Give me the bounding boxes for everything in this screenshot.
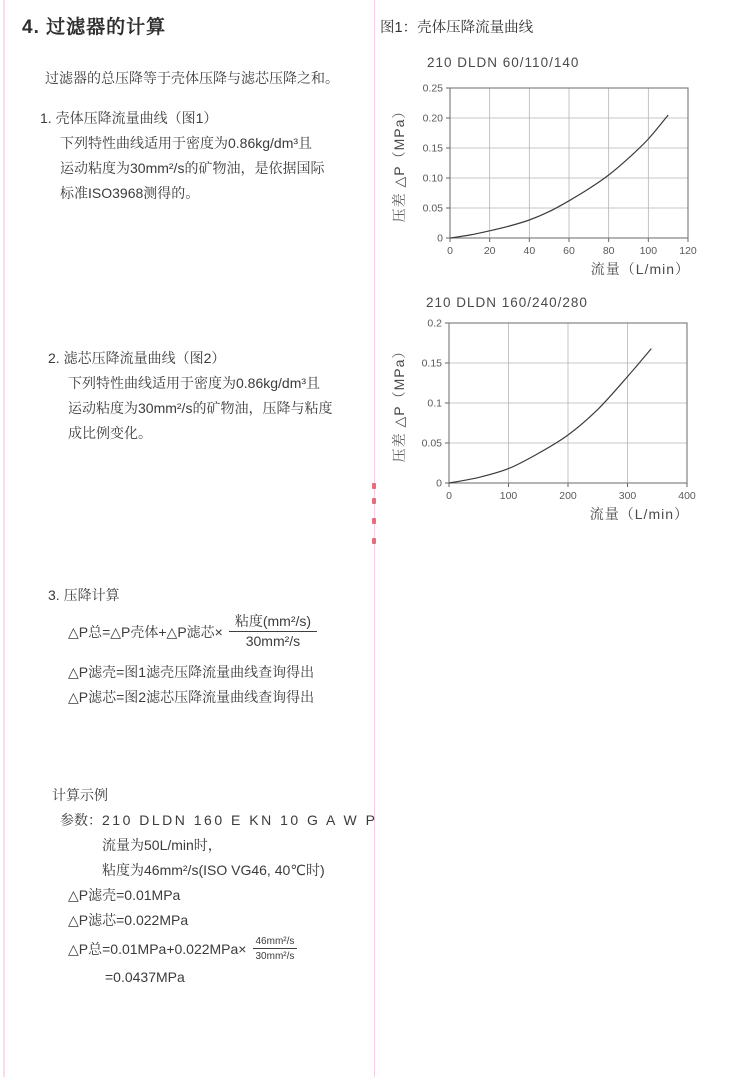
svg-text:20: 20 (483, 245, 496, 257)
svg-text:300: 300 (618, 490, 637, 502)
example-fraction-numerator: 46mm²/s (253, 935, 298, 949)
example-element-result: △P滤芯=0.022MPa (68, 912, 189, 928)
section2-line2: 运动粘度为30mm²/s的矿物油，压降与粘度 (68, 400, 333, 416)
section-shell-curve (40, 106, 324, 206)
formula-note-element: △P滤芯=图2滤芯压降流量曲线查询得出 (68, 689, 315, 705)
formula-lhs: △P总=△P壳体+△P滤芯× (68, 623, 223, 640)
fraction-denominator: 30mm²/s (245, 633, 301, 649)
param-value: 210 DLDN 160 E KN 10 G A W P (102, 812, 378, 828)
section2-heading: 2. 滤芯压降流量曲线（图2） (48, 350, 226, 366)
section1-line3: 标准ISO3968测得的。 (60, 185, 200, 201)
svg-text:400: 400 (678, 490, 696, 502)
example-viscosity-condition: 粘度为46mm²/s(ISO VG46, 40℃时) (102, 862, 325, 878)
fold-mark (372, 518, 376, 524)
svg-text:200: 200 (559, 490, 577, 502)
section1-line1: 下列特性曲线适用于密度为0.86kg/dm³且 (60, 135, 313, 151)
pressure-drop-formula (68, 613, 317, 650)
param-label: 参数： (60, 812, 102, 828)
example-shell-result: △P滤壳=0.01MPa (68, 887, 181, 903)
chart-shell-pressure-large-sizes (390, 290, 725, 540)
section3-heading: 3. 压降计算 (48, 587, 120, 603)
svg-text:0: 0 (447, 245, 453, 257)
svg-text:压差 △P（MPa）: 压差 △P（MPa） (391, 343, 407, 463)
svg-text:流量（L/min）: 流量（L/min） (590, 261, 690, 277)
svg-text:210 DLDN 60/110/140: 210 DLDN 60/110/140 (427, 55, 580, 70)
viscosity-fraction (229, 613, 317, 650)
fraction-numerator: 粘度(mm²/s) (229, 613, 317, 632)
svg-text:0.15: 0.15 (422, 142, 443, 155)
example-flow-condition: 流量为50L/min时， (102, 837, 222, 853)
section-element-curve (48, 346, 332, 446)
fold-mark (372, 538, 376, 544)
chart-shell-pressure-small-sizes (390, 50, 725, 285)
svg-text:0.10: 0.10 (422, 172, 443, 185)
svg-text:0: 0 (446, 490, 452, 502)
section1-line2: 运动粘度为30mm²/s的矿物油，是依据国际 (60, 160, 325, 176)
section-pressure-calculation (48, 583, 317, 710)
page-left-edge-line (3, 0, 5, 1077)
fold-mark (372, 483, 376, 489)
page-title: 4. 过滤器的计算 (22, 17, 167, 38)
svg-text:0.1: 0.1 (427, 397, 442, 410)
svg-text:0.25: 0.25 (422, 82, 443, 95)
svg-text:120: 120 (679, 245, 697, 257)
svg-text:40: 40 (523, 245, 536, 257)
calculation-example (52, 783, 377, 990)
section1-heading: 1. 壳体压降流量曲线（图1） (40, 110, 218, 126)
svg-text:0: 0 (436, 477, 442, 490)
svg-text:0.15: 0.15 (421, 357, 442, 370)
example-heading: 计算示例 (52, 787, 108, 803)
svg-text:100: 100 (499, 490, 518, 502)
example-total-result: =0.0437MPa (105, 969, 185, 985)
svg-text:0.2: 0.2 (427, 317, 442, 330)
example-fraction (253, 935, 298, 963)
intro-paragraph: 过滤器的总压降等于壳体压降与滤芯压降之和。 (45, 70, 339, 86)
formula-note-shell: △P滤壳=图1滤壳压降流量曲线查询得出 (68, 664, 315, 680)
example-fraction-denominator: 30mm²/s (255, 951, 295, 962)
svg-text:压差 △P（MPa）: 压差 △P（MPa） (391, 103, 407, 223)
figure1-label: 图1：壳体压降流量曲线 (380, 20, 534, 36)
svg-text:0.05: 0.05 (421, 437, 442, 450)
svg-text:0.20: 0.20 (422, 112, 443, 125)
svg-text:60: 60 (563, 245, 575, 257)
example-total-formula (68, 935, 377, 963)
svg-text:流量（L/min）: 流量（L/min） (589, 506, 689, 522)
svg-text:100: 100 (639, 245, 658, 257)
example-total-lhs: △P总=0.01MPa+0.022MPa× (68, 941, 247, 957)
section2-line3: 成比例变化。 (68, 425, 152, 441)
svg-text:0.05: 0.05 (422, 202, 443, 215)
fold-mark (372, 498, 376, 504)
section2-line1: 下列特性曲线适用于密度为0.86kg/dm³且 (68, 375, 321, 391)
svg-text:80: 80 (602, 245, 615, 257)
example-parameters (60, 808, 377, 833)
svg-text:0: 0 (437, 232, 443, 245)
svg-text:210 DLDN 160/240/280: 210 DLDN 160/240/280 (426, 295, 588, 310)
